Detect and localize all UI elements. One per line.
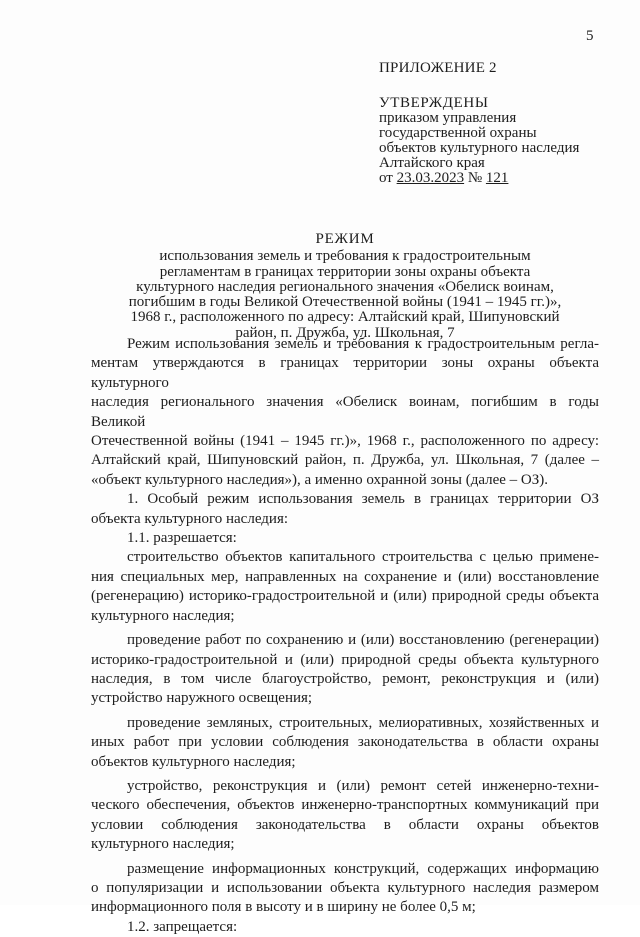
body-line: (регенерацию) историко-градостроительной и (или) природной среды объекта bbox=[91, 588, 599, 605]
body-line: ментам утверждаются в границах территории зоны охраны объекта культурного bbox=[91, 355, 599, 391]
body-line: строительство объектов капитального строительства с целью примене- bbox=[127, 549, 599, 566]
body-line: Отечественной войны (1941 – 1945 гг.)», 1968 г., расположенного по адресу: bbox=[91, 433, 599, 450]
approval-line: приказом управления bbox=[379, 110, 517, 126]
approval-number-prefix: № bbox=[464, 170, 486, 186]
section-1-paragraph bbox=[91, 490, 599, 529]
page-number: 5 bbox=[586, 28, 594, 44]
allowed-item bbox=[91, 777, 599, 855]
allowed-item bbox=[91, 860, 599, 918]
approval-date: 23.03.2023 bbox=[396, 170, 465, 186]
document-title-line: район, п. Дружба, ул. Школьная, 7 bbox=[235, 324, 455, 341]
body-line: культурного наследия; bbox=[91, 836, 235, 853]
document-title-line: регламентам в границах территории зоны охраны объекта bbox=[159, 263, 531, 280]
subsection-forbidden bbox=[91, 918, 599, 937]
allowed-item bbox=[91, 631, 599, 709]
body-line: проведение работ по сохранению и (или) восстановлению (регенерации) bbox=[127, 632, 599, 649]
appendix-label: ПРИЛОЖЕНИЕ 2 bbox=[379, 60, 497, 76]
approval-line: объектов культурного наследия bbox=[379, 140, 580, 156]
body-line: культурного наследия; bbox=[91, 607, 235, 624]
approval-date-line bbox=[379, 171, 579, 186]
body-line: «объект культурного наследия»), а именно охранной зоны (далее – ОЗ). bbox=[91, 471, 549, 488]
document-title bbox=[110, 232, 580, 341]
body-line: Режим использования земель и требования к градостроительным регла- bbox=[127, 336, 599, 352]
approval-number: 121 bbox=[485, 170, 509, 186]
body-line: иных работ при условии соблюдения законодательства в области охраны bbox=[91, 734, 599, 751]
approval-line: Алтайского края bbox=[379, 155, 485, 171]
subsection-allowed bbox=[91, 529, 599, 548]
body-line: объекта культурного наследия: bbox=[91, 510, 289, 527]
body-line: условии соблюдения законодательства в области охраны объектов bbox=[91, 816, 599, 833]
body-line: проведение земляных, строительных, мелиоративных, хозяйственных и bbox=[127, 714, 599, 731]
intro-paragraph bbox=[91, 335, 599, 490]
body-line: размещение информационных конструкций, содержащих информацию bbox=[127, 860, 599, 877]
body-line: устройство, реконструкция и (или) ремонт сетей инженерно-техни- bbox=[127, 777, 599, 794]
body-line: 1. Особый режим использования земель в границах территории ОЗ bbox=[127, 491, 599, 508]
body-line: устройство наружного освещения; bbox=[91, 690, 313, 707]
body-line: 1.2. запрещается: bbox=[127, 918, 238, 935]
document-title-line: использования земель и требования к градостроительным bbox=[159, 248, 531, 265]
body-line: ния специальных мер, направленных на сохранение и (или) восстановление bbox=[91, 568, 599, 585]
body-line: информационного поля в высоту и в ширину не более 0,5 м; bbox=[91, 899, 476, 916]
body-line: историко-градостроительной и (или) природной среды объекта культурного bbox=[91, 651, 599, 668]
approval-heading: УТВЕРЖДЕНЫ bbox=[379, 95, 489, 111]
body-line: 1.1. разрешается: bbox=[127, 530, 237, 547]
body-line: наследия регионального значения «Обелиск воинам, погибшим в годы Великой bbox=[91, 394, 599, 430]
document-title-line: погибшим в годы Великой Отечественной войны (1941 – 1945 гг.)», bbox=[128, 294, 562, 311]
approval-line: государственной охраны bbox=[379, 125, 537, 141]
body-line: наследия, в том числе благоустройство, ремонт, реконструкция и (или) bbox=[91, 670, 599, 687]
allowed-item bbox=[91, 714, 599, 772]
body-line: ческого обеспечения, объектов инженерно-транспортных коммуникаций при bbox=[91, 797, 599, 814]
body-line: объектов культурного наследия; bbox=[91, 753, 296, 770]
document-body bbox=[91, 335, 599, 937]
document-title-line: культурного наследия регионального значения «Обелиск воинам, bbox=[136, 278, 554, 295]
approval-block bbox=[379, 96, 579, 186]
body-line: Алтайский край, Шипуновский район, п. Дружба, ул. Школьная, 7 (далее – bbox=[91, 452, 599, 469]
body-line: о популяризации и использовании объекта культурного наследия размером bbox=[91, 879, 599, 896]
document-title-heading: РЕЖИМ bbox=[315, 231, 375, 247]
allowed-item bbox=[91, 548, 599, 626]
approval-date-prefix: от bbox=[379, 170, 397, 186]
document-title-line: 1968 г., расположенного по адресу: Алтайский край, Шипуновский bbox=[130, 309, 560, 326]
